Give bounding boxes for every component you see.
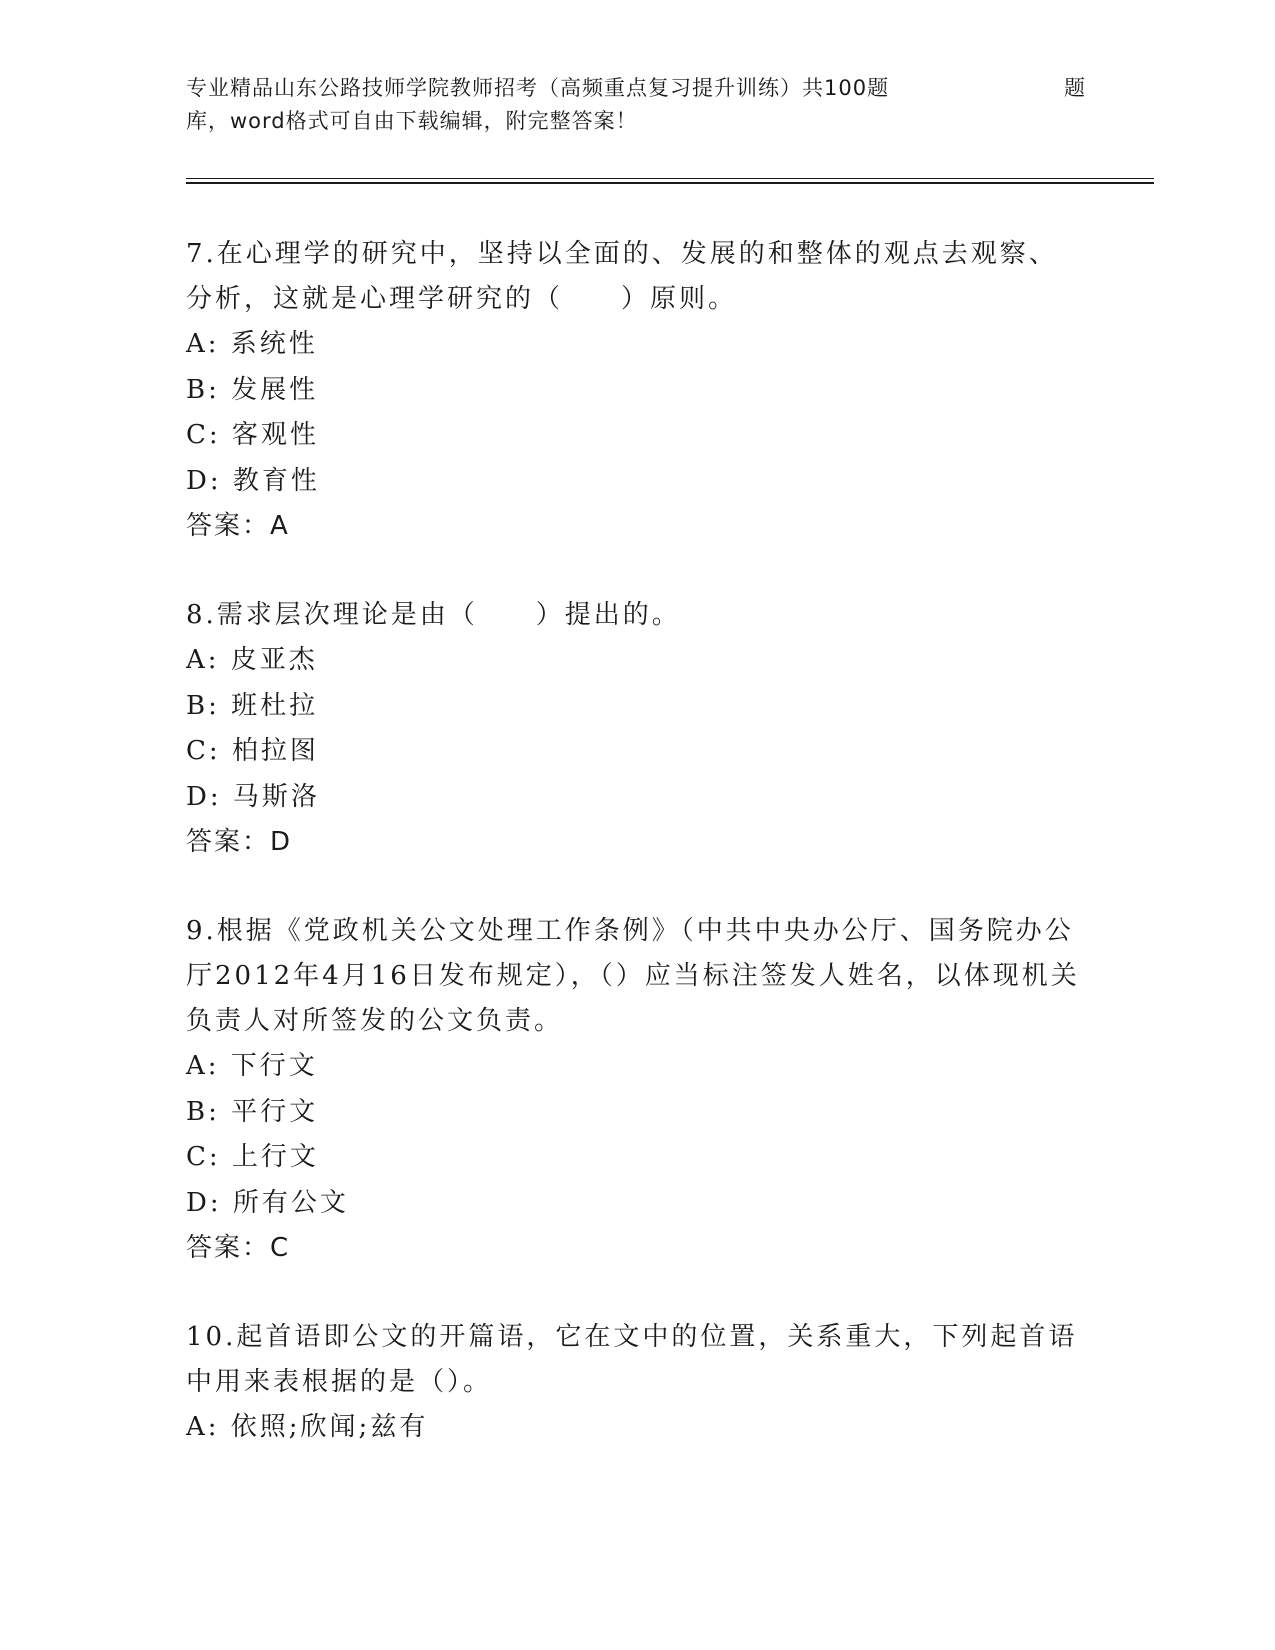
question-text: 7.在心理学的研究中，坚持以全面的、发展的和整体的观点去观察、分析，这就是心理学研究的（ ）原则。 <box>186 239 1058 314</box>
answer: 答案：A <box>186 511 290 542</box>
document-header <box>186 72 1086 138</box>
answer: 答案：D <box>186 827 293 858</box>
header-rule-thin <box>186 178 1154 179</box>
answer: 答案：C <box>186 1233 291 1264</box>
option-a: A: 依照;欣闻;兹有 <box>186 1411 429 1442</box>
header-title-tail: 题 <box>1064 76 1086 100</box>
option-c: C: 上行文 <box>186 1142 319 1173</box>
option-d: D: 马斯洛 <box>186 781 320 812</box>
option-a: A: 下行文 <box>186 1050 318 1081</box>
header-title: 专业精品山东公路技师学院教师招考（高频重点复习提升训练）共100题 <box>186 76 890 100</box>
question-10 <box>186 1315 1086 1451</box>
question-list <box>186 232 1086 1494</box>
option-c: C: 客观性 <box>186 420 319 451</box>
option-a: A: 系统性 <box>186 329 318 359</box>
option-d: D: 所有公文 <box>186 1187 349 1218</box>
header-line-2: 库，word格式可自由下载编辑，附完整答案！ <box>186 109 638 133</box>
option-c: C: 柏拉图 <box>186 736 319 767</box>
question-8 <box>186 593 1086 866</box>
option-d: D: 教育性 <box>186 465 320 496</box>
option-b: B: 发展性 <box>186 374 319 405</box>
option-b: B: 班杜拉 <box>186 690 319 721</box>
option-b: B: 平行文 <box>186 1096 319 1127</box>
question-text: 8.需求层次理论是由（ ）提出的。 <box>186 599 681 630</box>
question-text: 10.起首语即公文的开篇语，它在文中的位置，关系重大，下列起首语中用来表根据的是（）。 <box>186 1321 1078 1397</box>
header-rule-thick <box>186 182 1154 184</box>
header-line-1 <box>186 72 1086 105</box>
question-9 <box>186 909 1086 1272</box>
option-a: A: 皮亚杰 <box>186 644 318 675</box>
question-text: 9.根据《党政机关公文处理工作条例》（中共中央办公厅、国务院办公厅2012年4月16日发布规定），（）应当标注签发人姓名，以体现机关负责人对所签发的公文负责。 <box>186 915 1080 1036</box>
question-7 <box>186 232 1086 550</box>
